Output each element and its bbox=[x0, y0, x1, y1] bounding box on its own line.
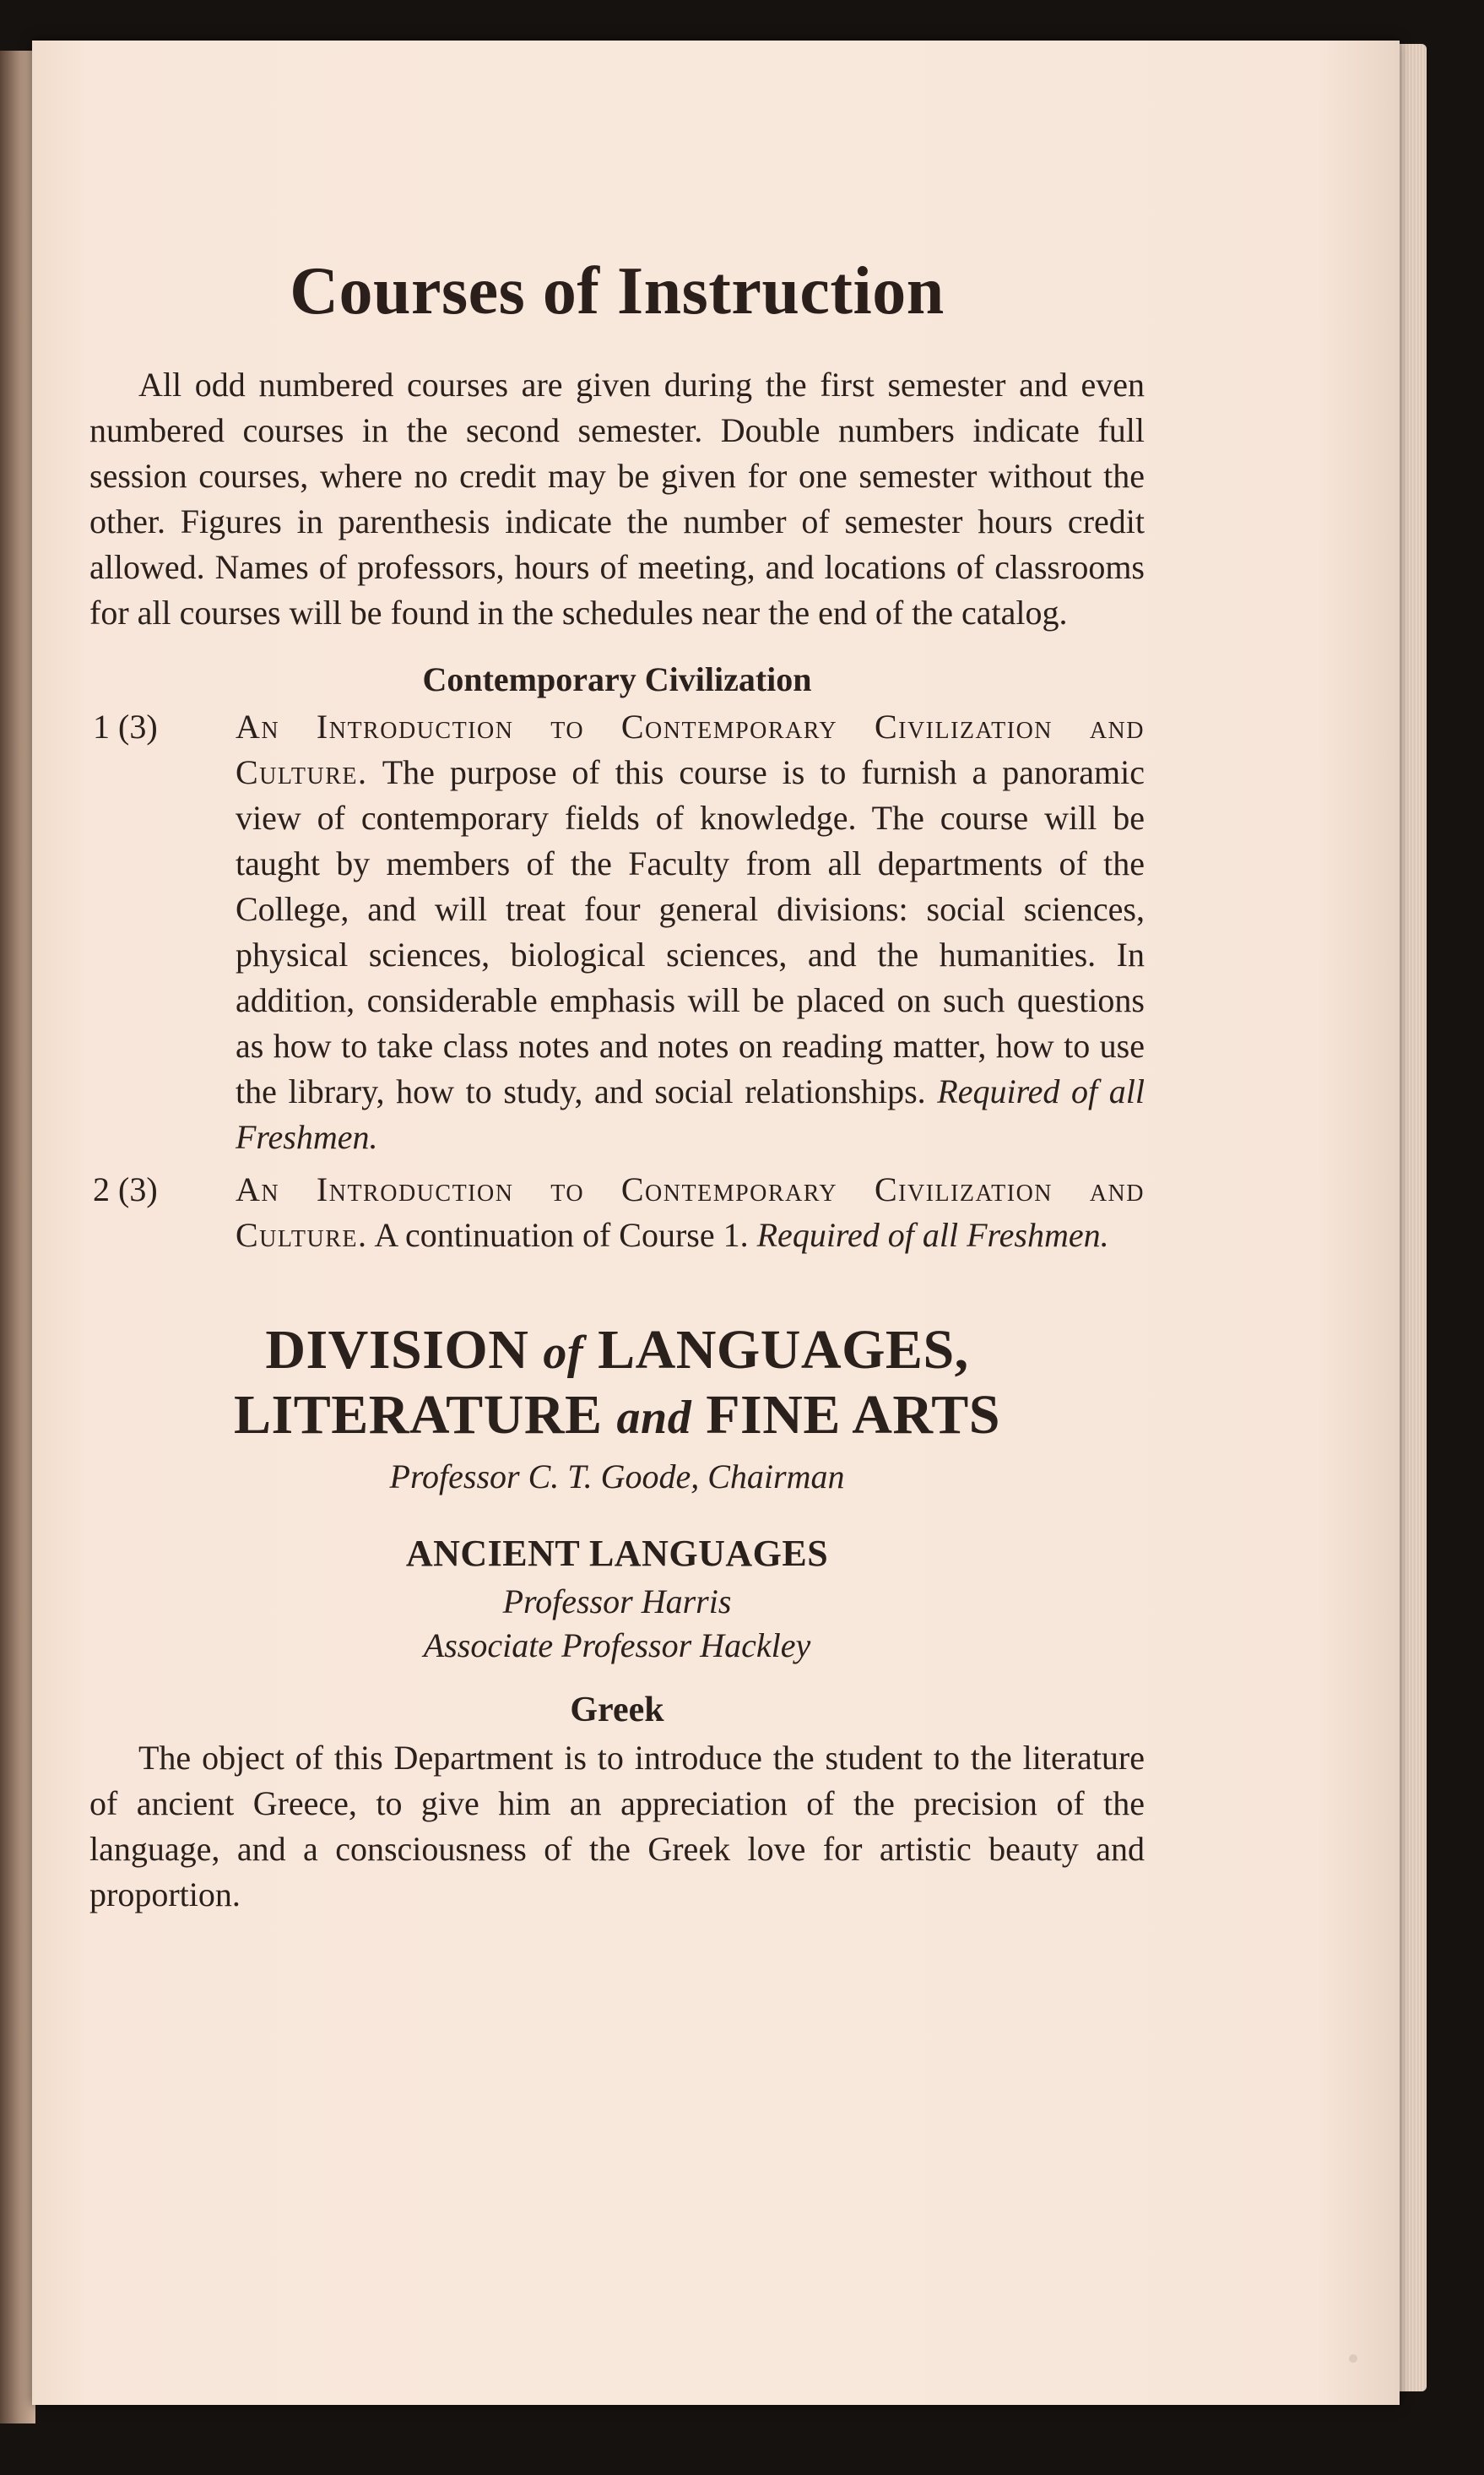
course-number: 1 (3) bbox=[93, 708, 158, 746]
intro-paragraph: All odd numbered courses are given during the first semester and even numbered courses in the second semester. Double numbers indicate full session courses, where no credit may be given for one semester without the other. Figures in parenthesis indicate the number of semester hours credit allowed. Names of professors, hours of meeting, and locations of classrooms for all courses will be found in the schedules near the end of the catalog. bbox=[89, 366, 1145, 632]
division-heading bbox=[89, 1319, 1145, 1449]
facing-page-edge bbox=[0, 51, 35, 2423]
course-entry bbox=[89, 704, 1145, 1160]
course-requirement: Required of all Freshmen. bbox=[236, 1072, 1145, 1156]
course-entry bbox=[89, 1167, 1145, 1258]
division-connector: of bbox=[543, 1327, 584, 1379]
department-heading-ancient-languages: ANCIENT LANGUAGES bbox=[405, 1533, 829, 1574]
page-content bbox=[89, 253, 1145, 1918]
course-title: An Introduction to Contemporary Civilization and Culture. bbox=[236, 708, 1145, 791]
course-description: The purpose of this course is to furnish a panoramic view of contemporary fields of knowledge. The course will be taught by members of the Faculty from all departments of the College, and will treat four general divisions: social sciences, physical sciences, biological sciences, and the humanities. In addition, considerable emphasis will be placed on such questions as how to take class notes and notes on reading matter, how to use the library, how to study, and social relationships. bbox=[236, 753, 1145, 1110]
subject-heading-greek: Greek bbox=[570, 1691, 664, 1729]
department-professor: Associate Professor Hackley bbox=[423, 1626, 811, 1664]
page-title: Courses of Instruction bbox=[290, 254, 945, 328]
section-heading-contemporary-civilization: Contemporary Civilization bbox=[422, 660, 812, 698]
division-word: LITERATURE bbox=[234, 1384, 603, 1446]
division-connector: and bbox=[616, 1392, 692, 1444]
greek-paragraph: The object of this Department is to introduce the student to the literature of ancient Greece, to give him an appreciation of the precision of the language, and a consciousness of the Greek love for artistic beauty and proportion. bbox=[89, 1739, 1145, 1913]
division-chairman: Professor C. T. Goode, Chairman bbox=[389, 1457, 845, 1495]
course-requirement: Required of all Freshmen. bbox=[756, 1216, 1109, 1254]
course-description: A continuation of Course 1. bbox=[374, 1216, 749, 1254]
division-word: FINE ARTS bbox=[706, 1384, 1000, 1446]
course-title: An Introduction to Contemporary Civilization and Culture. bbox=[236, 1170, 1145, 1254]
department-professor: Professor Harris bbox=[502, 1582, 732, 1620]
division-word: LANGUAGES, bbox=[598, 1319, 969, 1381]
course-number: 2 (3) bbox=[93, 1170, 158, 1208]
paper-speck bbox=[1349, 2354, 1357, 2363]
division-word: DIVISION bbox=[265, 1319, 529, 1381]
